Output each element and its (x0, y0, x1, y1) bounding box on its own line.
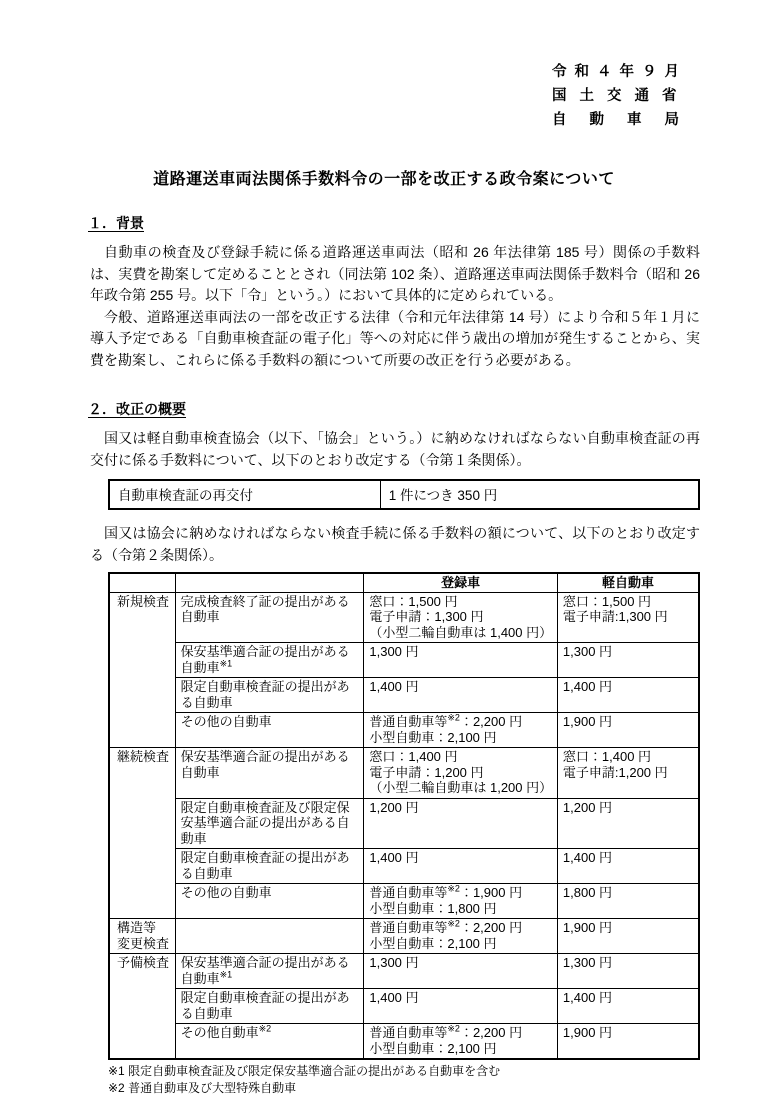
kei-car-fee-cell: 1,400 円 (557, 989, 699, 1024)
kei-car-fee-cell: 1,400 円 (557, 678, 699, 713)
fee-table-header-row (109, 573, 699, 592)
amendment-paragraph-1: 国又は軽自動車検査協会（以下、「協会」という。）に納めなければならない自動車検査証の再交付に係る手数料について、以下のとおり改定する（令第１条関係）。 (90, 430, 700, 468)
condition-cell: 限定自動車検査証及び限定保安基準適合証の提出がある自動車 (175, 798, 364, 849)
category-cell: 構造等 変更検査 (109, 919, 175, 954)
fee-table-row (109, 678, 699, 713)
category-cell: 新規検査 (109, 592, 175, 748)
fee-table-row (109, 592, 699, 643)
reissue-item-cell: 自動車検査証の再交付 (109, 480, 380, 509)
fee-table-header-registered: 登録車 (364, 573, 558, 592)
footnote-1: ※1 限定自動車検査証及び限定保安基準適合証の提出がある自動車を含む (108, 1064, 501, 1078)
amendment-paragraph-2: 国又は協会に納めなければならない検査手続に係る手数料の額について、以下のとおり改定する（令第２条関係）。 (90, 525, 700, 563)
kei-car-fee-cell: 1,900 円 (557, 919, 699, 954)
fee-table-row (109, 849, 699, 884)
inspection-fee-table (108, 572, 700, 1060)
condition-cell: 限定自動車検査証の提出がある自動車 (175, 678, 364, 713)
fee-table-row (109, 643, 699, 678)
kei-car-fee-cell: 1,900 円 (557, 713, 699, 748)
kei-car-fee-cell: 1,300 円 (557, 643, 699, 678)
kei-car-fee-cell: 1,400 円 (557, 849, 699, 884)
condition-cell: その他自動車$^{※2}$ (175, 1024, 364, 1060)
fee-table-header-blank (175, 573, 364, 592)
registered-car-fee-cell: 1,400 円 (364, 989, 558, 1024)
header-date-line: 令和４年９月 (552, 64, 687, 80)
registered-car-fee-cell: 窓口：1,500 円 電子申請：1,300 円 （小型二輪自動車は 1,400 円） (364, 592, 558, 643)
condition-cell: その他の自動車 (175, 713, 364, 748)
registered-car-fee-cell: 普通自動車等$^{※2}$：1,900 円 小型自動車：1,800 円 (364, 884, 558, 919)
fee-table-header-blank (109, 573, 175, 592)
footnote-2: ※2 普通自動車及び大型特殊自動車 (108, 1081, 297, 1095)
registered-car-fee-cell: 普通自動車等$^{※2}$：2,200 円 小型自動車：2,100 円 (364, 919, 558, 954)
registered-car-fee-cell: 普通自動車等$^{※2}$：2,200 円 小型自動車：2,100 円 (364, 713, 558, 748)
kei-car-fee-cell: 1,900 円 (557, 1024, 699, 1060)
kei-car-fee-cell: 1,200 円 (557, 798, 699, 849)
page-title: 道路運送車両法関係手数料令の一部を改正する政令案について (153, 171, 615, 188)
header-ministry-line: 国土交通省 (552, 88, 690, 104)
amendment-heading: ２．改正の概要 (88, 401, 186, 417)
kei-car-fee-cell: 窓口：1,500 円 電子申請:1,300 円 (557, 592, 699, 643)
condition-cell: 保安基準適合証の提出がある自動車$^{※1}$ (175, 954, 364, 989)
fee-table-body (109, 592, 699, 1059)
fee-table-row (109, 989, 699, 1024)
kei-car-fee-cell: 窓口：1,400 円 電子申請:1,200 円 (557, 748, 699, 799)
fee-table-row (109, 798, 699, 849)
header-bureau-line: 自動車局 (552, 112, 702, 128)
condition-cell: 限定自動車検査証の提出がある自動車 (175, 849, 364, 884)
background-paragraph-1: 自動車の検査及び登録手続に係る道路運送車両法（昭和 26 年法律第 185 号）関係の手数料は、実費を勘案して定めることとされ（同法第 102 条）、道路運送車両法関係手数料令（昭和 26 年政令第 255 号。以下「令」という。）において具体的に定められている。 (90, 244, 700, 303)
registered-car-fee-cell: 1,300 円 (364, 643, 558, 678)
condition-cell (175, 919, 364, 954)
registered-car-fee-cell: 1,200 円 (364, 798, 558, 849)
condition-cell: 完成検査終了証の提出がある自動車 (175, 592, 364, 643)
reissue-fee-table (108, 479, 700, 510)
background-heading: １．背景 (88, 215, 144, 231)
background-paragraph-2: 今般、道路運送車両法の一部を改正する法律（令和元年法律第 14 号）により令和５年１月に導入予定である「自動車検査証の電子化」等への対応に伴う歳出の増加が発生することから、実費を勘案し、これらに係る手数料の額について所要の改正を行う必要がある。 (90, 308, 700, 368)
condition-cell: 保安基準適合証の提出がある自動車 (175, 748, 364, 799)
category-cell: 予備検査 (109, 954, 175, 1060)
condition-cell: 保安基準適合証の提出がある自動車$^{※1}$ (175, 643, 364, 678)
section-amendment (90, 399, 700, 1097)
registered-car-fee-cell: 1,400 円 (364, 678, 558, 713)
reissue-fee-cell: 1 件につき 350 円 (380, 480, 699, 509)
category-cell: 継続検査 (109, 748, 175, 919)
fee-table-row (109, 713, 699, 748)
fee-table-row (109, 884, 699, 919)
reissue-fee-row (109, 480, 699, 509)
condition-cell: 限定自動車検査証の提出がある自動車 (175, 989, 364, 1024)
kei-car-fee-cell: 1,300 円 (557, 954, 699, 989)
fee-table-row (109, 1024, 699, 1060)
fee-table-row (109, 748, 699, 799)
fee-table-row (109, 954, 699, 989)
registered-car-fee-cell: 普通自動車等$^{※2}$：2,200 円 小型自動車：2,100 円 (364, 1024, 558, 1060)
fee-table-row (109, 919, 699, 954)
section-background (90, 213, 700, 371)
doc-header (552, 60, 702, 132)
fee-table-header-kei: 軽自動車 (557, 573, 699, 592)
registered-car-fee-cell: 窓口：1,400 円 電子申請：1,200 円 （小型二輪自動車は 1,200 円） (364, 748, 558, 799)
registered-car-fee-cell: 1,300 円 (364, 954, 558, 989)
registered-car-fee-cell: 1,400 円 (364, 849, 558, 884)
kei-car-fee-cell: 1,800 円 (557, 884, 699, 919)
condition-cell: その他の自動車 (175, 884, 364, 919)
